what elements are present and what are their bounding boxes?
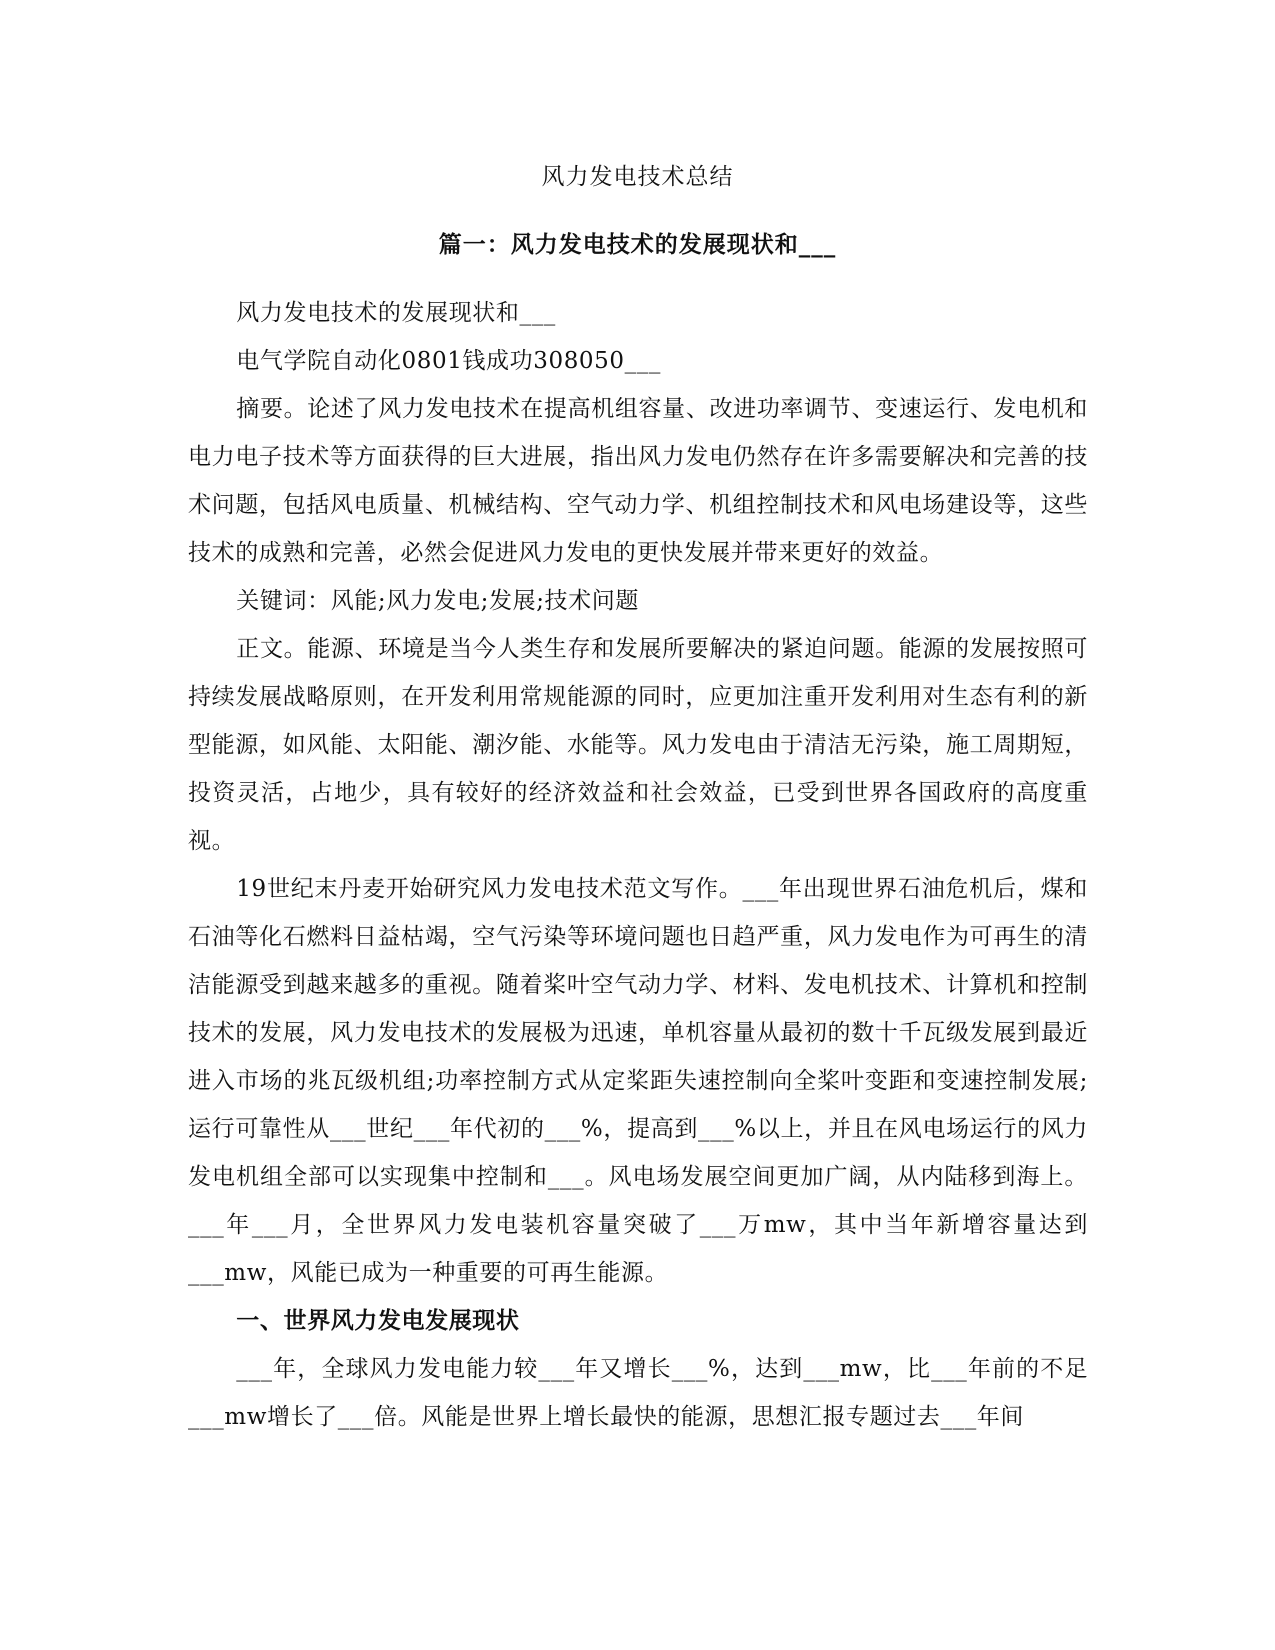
body-intro-paragraph: 正文。能源、环境是当今人类生存和发展所要解决的紧迫问题。能源的发展按照可持续发展战略原则，在开发利用常规能源的同时，应更加注重开发利用对生态有利的新型能源，如风能、太阳能、潮汐能、水能等。风力发电由于清洁无污染，施工周期短，投资灵活，占地少，具有较好的经济效益和社会效益，已受到世界各国政府的高度重视。 xyxy=(188,636,1088,854)
chapter-title: 篇一：风力发电技术的发展现状和___ xyxy=(438,231,837,258)
keywords-line: 关键词：风能;风力发电;发展;技术问题 xyxy=(236,588,639,614)
body-history-paragraph: 19世纪末丹麦开始研究风力发电技术范文写作。___年出现世界石油危机后，煤和石油等化石燃料日益枯竭，空气污染等环境问题也日趋严重，风力发电作为可再生的清洁能源受到越来越多的重视。随着桨叶空气动力学、材料、发电机技术、计算机和控制技术的发展，风力发电技术的发展极为迅速，单机容量从最初的数十千瓦级发展到最近进入市场的兆瓦级机组;功率控制方式从定桨距失速控制向全桨叶变距和变速控制发展;运行可靠性从___世纪___年代初的___%，提高到___%以上，并且在风电场运行的风力发电机组全部可以实现集中控制和___。风电场发展空间更加广阔，从内陆移到海上。___年___月，全世界风力发电装机容量突破了___万mw，其中当年新增容量达到___mw，风能已成为一种重要的可再生能源。 xyxy=(188,876,1088,1286)
document-body xyxy=(188,289,1088,1441)
subtitle-line: 风力发电技术的发展现状和___ xyxy=(236,300,556,326)
abstract-paragraph: 摘要。论述了风力发电技术在提高机组容量、改进功率调节、变速运行、发电机和电力电子技术等方面获得的巨大进展，指出风力发电仍然存在许多需要解决和完善的技术问题，包括风电质量、机械结构、空气动力学、机组控制技术和风电场建设等，这些技术的成熟和完善，必然会促进风力发电的更快发展并带来更好的效益。 xyxy=(188,396,1088,566)
section-paragraph: ___年，全球风力发电能力较___年又增长___%，达到___mw，比___年前的不足___mw增长了___倍。风能是世界上增长最快的能源，思想汇报专题过去___年间 xyxy=(188,1356,1088,1430)
document-title: 风力发电技术总结 xyxy=(541,164,734,190)
author-line: 电气学院自动化0801钱成功308050___ xyxy=(236,348,661,374)
section-heading: 一、世界风力发电发展现状 xyxy=(236,1307,520,1334)
